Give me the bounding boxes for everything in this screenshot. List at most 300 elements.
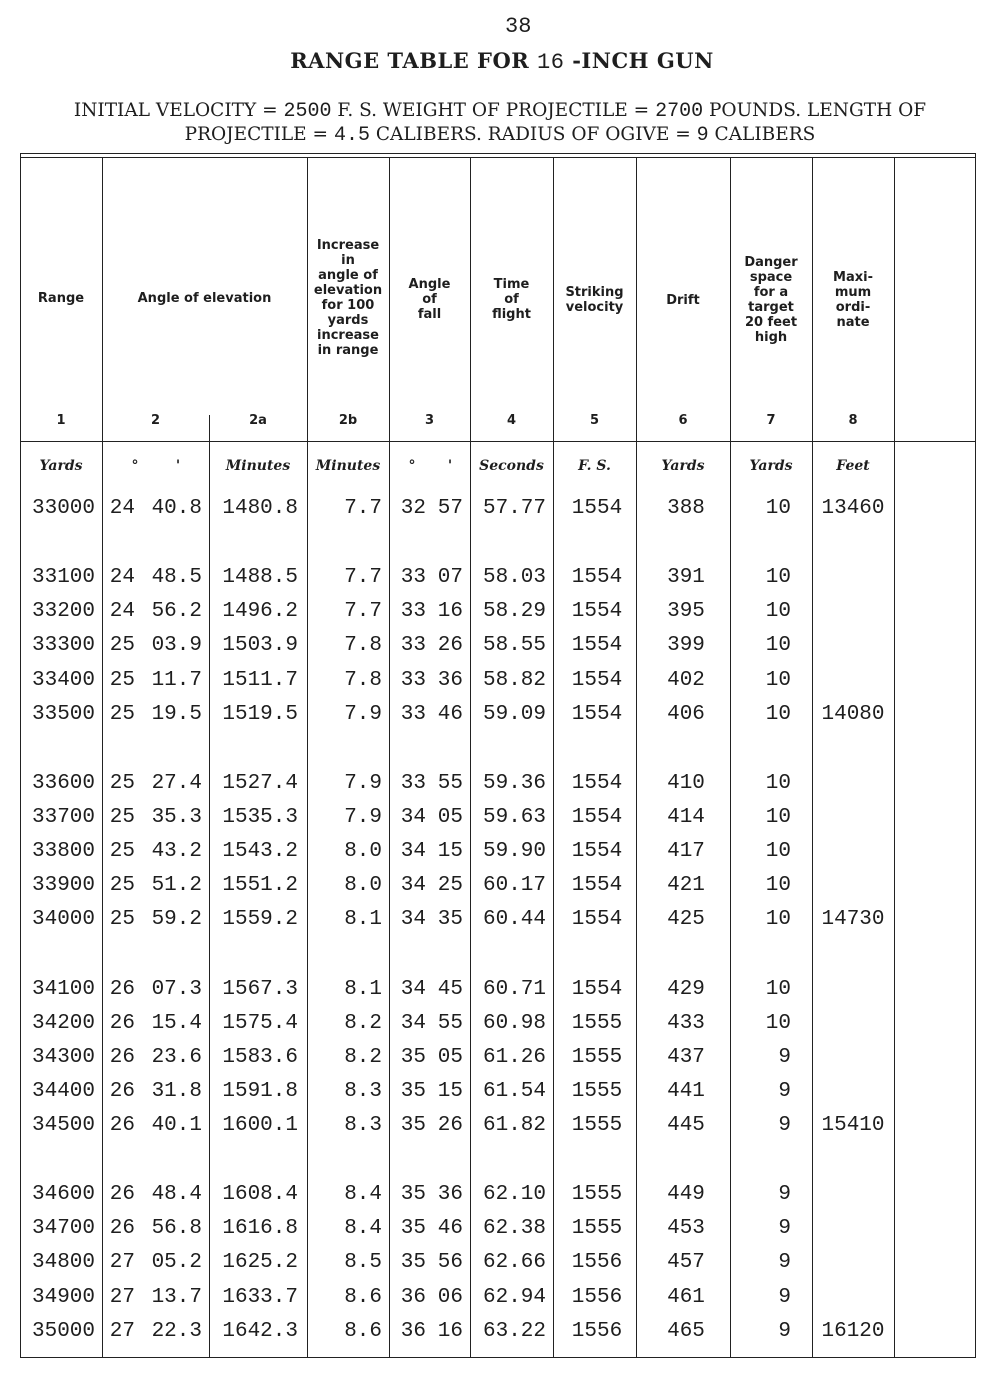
cell-range: 34100 (31, 978, 95, 1001)
column-number: 3 (424, 413, 435, 428)
cell-deg: 25 (109, 908, 135, 931)
cell-time: 61.26 (482, 1046, 546, 1069)
cell-fall-min: 46 (437, 1217, 463, 1240)
cell-drift: 402 (667, 669, 705, 692)
header-line: for 100 (321, 298, 375, 313)
table-row (20, 908, 976, 938)
page-title (0, 48, 1004, 75)
cell-fall-deg: 34 (400, 840, 426, 863)
cell-deg: 25 (109, 806, 135, 829)
cell-time: 62.10 (482, 1183, 546, 1206)
unit-fs: F. S. (578, 458, 611, 474)
cell-ord: 16120 (821, 1320, 885, 1343)
table-row (20, 566, 976, 596)
cell-fall-deg: 35 (400, 1114, 426, 1137)
cell-range: 33600 (31, 772, 95, 795)
cell-inc: 8.4 (344, 1183, 382, 1206)
unit-degree: ° (131, 458, 139, 474)
cell-deg: 25 (109, 703, 135, 726)
table-row (20, 1114, 976, 1144)
cell-danger: 9 (778, 1080, 791, 1103)
cell-minutes: 1511.7 (222, 669, 298, 692)
unit-drift: Yards (661, 458, 705, 474)
cell-drift: 388 (667, 497, 705, 520)
cell-inc: 8.3 (344, 1114, 382, 1137)
cell-time: 60.17 (482, 874, 546, 897)
header-line: yards (327, 313, 369, 328)
cell-fall-min: 46 (437, 703, 463, 726)
cell-time: 62.94 (482, 1286, 546, 1309)
cell-drift: 421 (667, 874, 705, 897)
cell-fall-deg: 35 (400, 1046, 426, 1069)
subtitle-text: F. S. WEIGHT OF PROJECTILE = (337, 100, 650, 121)
table-row (20, 1046, 976, 1076)
cell-vel: 1554 (571, 978, 623, 1001)
header-time (470, 277, 553, 322)
cell-minutes: 1535.3 (222, 806, 298, 829)
table-row (20, 497, 976, 527)
header-fall (389, 277, 470, 322)
cell-drift: 461 (667, 1286, 705, 1309)
cell-drift: 414 (667, 806, 705, 829)
cell-drift: 429 (667, 978, 705, 1001)
cell-range: 33800 (31, 840, 95, 863)
cell-drift: 437 (667, 1046, 705, 1069)
cell-vel: 1554 (571, 908, 623, 931)
initial-velocity: 2500 (283, 100, 332, 123)
cell-minutes: 1583.6 (222, 1046, 298, 1069)
page-number: 38 (505, 14, 532, 39)
cell-time: 63.22 (482, 1320, 546, 1343)
cell-fall-deg: 35 (400, 1080, 426, 1103)
cell-danger: 10 (765, 1012, 791, 1035)
cell-deg: 24 (109, 497, 135, 520)
header-line: Increase (316, 238, 380, 253)
cell-fall-min: 05 (437, 1046, 463, 1069)
cell-min: 40.8 (151, 497, 202, 520)
header-line: of (504, 292, 519, 307)
cell-drift: 457 (667, 1251, 705, 1274)
cell-danger: 10 (765, 497, 791, 520)
cell-danger: 10 (765, 978, 791, 1001)
header-line: angle of (318, 268, 378, 283)
cell-vel: 1554 (571, 566, 623, 589)
cell-fall-deg: 34 (400, 908, 426, 931)
cell-danger: 10 (765, 874, 791, 897)
column-divider (553, 157, 554, 1358)
cell-fall-deg: 33 (400, 772, 426, 795)
header-line: in (341, 253, 355, 268)
cell-fall-min: 55 (437, 772, 463, 795)
cell-time: 62.38 (482, 1217, 546, 1240)
header-line: target (748, 300, 794, 315)
cell-ord: 14080 (821, 703, 885, 726)
cell-min: 40.1 (151, 1114, 202, 1137)
cell-min: 43.2 (151, 840, 202, 863)
cell-vel: 1554 (571, 840, 623, 863)
header-increase (307, 238, 389, 358)
cell-time: 61.54 (482, 1080, 546, 1103)
header-line: mum (834, 285, 872, 300)
cell-deg: 26 (109, 1183, 135, 1206)
cell-fall-min: 55 (437, 1012, 463, 1035)
cell-time: 57.77 (482, 497, 546, 520)
column-divider (812, 157, 813, 1358)
cell-danger: 10 (765, 908, 791, 931)
cell-min: 51.2 (151, 874, 202, 897)
cell-fall-deg: 34 (400, 978, 426, 1001)
header-line: of (422, 292, 437, 307)
ogive-radius: 9 (696, 124, 709, 147)
cell-fall-deg: 34 (400, 806, 426, 829)
cell-range: 34600 (31, 1183, 95, 1206)
cell-vel: 1554 (571, 806, 623, 829)
column-number: 7 (766, 413, 776, 428)
table-row (20, 978, 976, 1008)
cell-inc: 7.8 (344, 669, 382, 692)
header-range: Range (37, 291, 85, 306)
cell-min: 22.3 (151, 1320, 202, 1343)
cell-drift: 425 (667, 908, 705, 931)
cell-time: 59.90 (482, 840, 546, 863)
subtitle-text: INITIAL VELOCITY = (73, 100, 278, 121)
cell-minutes: 1575.4 (222, 1012, 298, 1035)
cell-drift: 395 (667, 600, 705, 623)
cell-min: 11.7 (151, 669, 202, 692)
cell-fall-min: 06 (437, 1286, 463, 1309)
cell-fall-min: 07 (437, 566, 463, 589)
cell-range: 34800 (31, 1251, 95, 1274)
cell-fall-min: 25 (437, 874, 463, 897)
header-rule (20, 441, 976, 442)
cell-deg: 27 (109, 1251, 135, 1274)
cell-ord: 14730 (821, 908, 885, 931)
column-number: 6 (678, 413, 688, 428)
cell-danger: 10 (765, 669, 791, 692)
cell-danger: 10 (765, 634, 791, 657)
cell-time: 61.82 (482, 1114, 546, 1137)
cell-vel: 1554 (571, 634, 623, 657)
cell-fall-min: 16 (437, 1320, 463, 1343)
cell-fall-deg: 35 (400, 1183, 426, 1206)
cell-time: 59.36 (482, 772, 546, 795)
cell-fall-deg: 35 (400, 1217, 426, 1240)
table-row (20, 840, 976, 870)
table-top-rule (20, 157, 976, 158)
unit-minutes-2a: Minutes (225, 458, 291, 474)
cell-deg: 25 (109, 840, 135, 863)
unit-feet: Feet (836, 458, 870, 474)
cell-fall-min: 16 (437, 600, 463, 623)
header-line: fall (417, 307, 442, 322)
cell-inc: 7.9 (344, 772, 382, 795)
cell-deg: 26 (109, 1046, 135, 1069)
title-prefix: RANGE TABLE FOR (290, 48, 530, 73)
cell-deg: 24 (109, 566, 135, 589)
header-line: Maxi- (833, 270, 873, 285)
cell-vel: 1554 (571, 703, 623, 726)
cell-fall-deg: 33 (400, 600, 426, 623)
cell-minutes: 1600.1 (222, 1114, 298, 1137)
cell-minutes: 1488.5 (222, 566, 298, 589)
cell-minutes: 1633.7 (222, 1286, 298, 1309)
cell-min: 48.5 (151, 566, 202, 589)
cell-minutes: 1591.8 (222, 1080, 298, 1103)
cell-inc: 7.9 (344, 703, 382, 726)
cell-fall-min: 15 (437, 1080, 463, 1103)
cell-time: 60.44 (482, 908, 546, 931)
header-danger (730, 255, 812, 345)
column-divider (470, 157, 471, 1358)
cell-fall-deg: 33 (400, 634, 426, 657)
cell-time: 58.29 (482, 600, 546, 623)
cell-danger: 10 (765, 600, 791, 623)
header-line: high (754, 330, 788, 345)
subtitle-line-1 (20, 99, 980, 123)
cell-min: 56.2 (151, 600, 202, 623)
cell-vel: 1555 (571, 1080, 623, 1103)
cell-deg: 26 (109, 1080, 135, 1103)
cell-range: 34400 (31, 1080, 95, 1103)
cell-range: 33500 (31, 703, 95, 726)
cell-vel: 1555 (571, 1114, 623, 1137)
cell-fall-deg: 33 (400, 669, 426, 692)
cell-drift: 410 (667, 772, 705, 795)
header-line: Time (493, 277, 530, 292)
projectile-length: 4.5 (333, 124, 370, 147)
cell-range: 34700 (31, 1217, 95, 1240)
cell-inc: 7.7 (344, 497, 382, 520)
cell-inc: 8.4 (344, 1217, 382, 1240)
cell-deg: 27 (109, 1320, 135, 1343)
cell-deg: 25 (109, 634, 135, 657)
cell-minutes: 1559.2 (222, 908, 298, 931)
table-row (20, 806, 976, 836)
column-number: 2 (150, 413, 161, 428)
column-number: 2b (338, 413, 358, 428)
header-velocity (553, 285, 636, 315)
cell-min: 03.9 (151, 634, 202, 657)
cell-fall-deg: 33 (400, 703, 426, 726)
cell-time: 59.63 (482, 806, 546, 829)
cell-vel: 1555 (571, 1183, 623, 1206)
table-row (20, 874, 976, 904)
cell-fall-min: 05 (437, 806, 463, 829)
table-row (20, 703, 976, 733)
header-line: space (749, 270, 793, 285)
cell-deg: 25 (109, 772, 135, 795)
cell-range: 33300 (31, 634, 95, 657)
cell-min: 05.2 (151, 1251, 202, 1274)
table-border (20, 153, 976, 1358)
cell-fall-min: 36 (437, 669, 463, 692)
cell-inc: 8.1 (344, 978, 382, 1001)
cell-range: 34000 (31, 908, 95, 931)
cell-inc: 7.7 (344, 566, 382, 589)
subtitle-text: CALIBERS (714, 124, 816, 145)
table-row (20, 1012, 976, 1042)
header-line: flight (492, 307, 531, 322)
table-subtitle (20, 99, 980, 147)
cell-time: 60.98 (482, 1012, 546, 1035)
cell-minutes: 1480.8 (222, 497, 298, 520)
cell-drift: 465 (667, 1320, 705, 1343)
cell-deg: 26 (109, 1012, 135, 1035)
cell-min: 56.8 (151, 1217, 202, 1240)
cell-vel: 1555 (571, 1046, 623, 1069)
cell-fall-min: 45 (437, 978, 463, 1001)
cell-range: 33900 (31, 874, 95, 897)
table-row (20, 1286, 976, 1316)
cell-vel: 1554 (571, 874, 623, 897)
cell-ord: 13460 (821, 497, 885, 520)
unit-minutes-2b: Minutes (315, 458, 381, 474)
cell-danger: 10 (765, 806, 791, 829)
header-drift: Drift (666, 293, 700, 308)
cell-minutes: 1642.3 (222, 1320, 298, 1343)
cell-danger: 9 (778, 1217, 791, 1240)
subtitle-text: PROJECTILE = (184, 124, 329, 145)
cell-time: 62.66 (482, 1251, 546, 1274)
cell-inc: 8.6 (344, 1320, 382, 1343)
cell-danger: 9 (778, 1251, 791, 1274)
cell-min: 48.4 (151, 1183, 202, 1206)
cell-inc: 7.8 (344, 634, 382, 657)
subtitle-text: CALIBERS. RADIUS OF OGIVE = (375, 124, 691, 145)
cell-vel: 1556 (571, 1320, 623, 1343)
cell-vel: 1554 (571, 669, 623, 692)
cell-drift: 406 (667, 703, 705, 726)
table-row (20, 1320, 976, 1350)
cell-drift: 449 (667, 1183, 705, 1206)
cell-fall-min: 15 (437, 840, 463, 863)
cell-inc: 8.0 (344, 840, 382, 863)
cell-fall-min: 35 (437, 908, 463, 931)
cell-minutes: 1519.5 (222, 703, 298, 726)
cell-deg: 26 (109, 1114, 135, 1137)
cell-drift: 391 (667, 566, 705, 589)
cell-range: 33400 (31, 669, 95, 692)
cell-range: 33000 (31, 497, 95, 520)
cell-time: 58.55 (482, 634, 546, 657)
table-row (20, 772, 976, 802)
unit-minute: ' (175, 458, 181, 474)
header-line: Striking (565, 285, 624, 300)
header-line: Angle (408, 277, 451, 292)
title-suffix: -INCH GUN (572, 48, 714, 73)
cell-deg: 24 (109, 600, 135, 623)
header-line: for a (753, 285, 789, 300)
column-divider (389, 157, 390, 1358)
cell-min: 19.5 (151, 703, 202, 726)
cell-drift: 441 (667, 1080, 705, 1103)
title-caliber: 16 (537, 50, 565, 75)
cell-inc: 8.1 (344, 908, 382, 931)
cell-range: 33200 (31, 600, 95, 623)
header-line: velocity (565, 300, 624, 315)
cell-drift: 433 (667, 1012, 705, 1035)
column-divider (636, 157, 637, 1358)
table-row (20, 1251, 976, 1281)
header-line: in range (317, 343, 379, 358)
table-row (20, 634, 976, 664)
cell-minutes: 1625.2 (222, 1251, 298, 1274)
cell-range: 33100 (31, 566, 95, 589)
header-ordinate (812, 270, 894, 330)
header-line: increase (317, 328, 379, 343)
cell-vel: 1554 (571, 772, 623, 795)
cell-fall-deg: 33 (400, 566, 426, 589)
cell-danger: 9 (778, 1286, 791, 1309)
cell-vel: 1555 (571, 1217, 623, 1240)
cell-inc: 8.2 (344, 1046, 382, 1069)
unit-fall-minute: ' (447, 458, 453, 474)
cell-drift: 417 (667, 840, 705, 863)
column-number: 1 (56, 413, 66, 428)
cell-deg: 25 (109, 874, 135, 897)
cell-range: 34900 (31, 1286, 95, 1309)
cell-minutes: 1543.2 (222, 840, 298, 863)
cell-minutes: 1551.2 (222, 874, 298, 897)
cell-deg: 26 (109, 1217, 135, 1240)
unit-fall-degree: ° (408, 458, 416, 474)
cell-fall-deg: 34 (400, 874, 426, 897)
cell-min: 35.3 (151, 806, 202, 829)
cell-danger: 10 (765, 703, 791, 726)
cell-minutes: 1567.3 (222, 978, 298, 1001)
cell-fall-min: 57 (437, 497, 463, 520)
unit-danger: Yards (749, 458, 793, 474)
cell-vel: 1554 (571, 600, 623, 623)
cell-vel: 1556 (571, 1286, 623, 1309)
cell-danger: 10 (765, 840, 791, 863)
header-line: nate (836, 315, 870, 330)
cell-min: 31.8 (151, 1080, 202, 1103)
table-row (20, 1080, 976, 1110)
cell-range: 34300 (31, 1046, 95, 1069)
column-number: 4 (506, 413, 517, 428)
projectile-weight: 2700 (655, 100, 704, 123)
cell-ord: 15410 (821, 1114, 885, 1137)
cell-danger: 10 (765, 772, 791, 795)
cell-min: 15.4 (151, 1012, 202, 1035)
cell-inc: 8.6 (344, 1286, 382, 1309)
cell-fall-deg: 34 (400, 1012, 426, 1035)
cell-min: 59.2 (151, 908, 202, 931)
cell-vel: 1555 (571, 1012, 623, 1035)
cell-minutes: 1527.4 (222, 772, 298, 795)
unit-range: Yards (39, 458, 83, 474)
subtitle-line-2 (20, 123, 980, 147)
cell-fall-min: 56 (437, 1251, 463, 1274)
cell-time: 59.09 (482, 703, 546, 726)
cell-time: 60.71 (482, 978, 546, 1001)
column-number: 8 (848, 413, 858, 428)
cell-time: 58.03 (482, 566, 546, 589)
column-number: 5 (589, 413, 600, 428)
cell-danger: 9 (778, 1114, 791, 1137)
cell-min: 13.7 (151, 1286, 202, 1309)
cell-danger: 9 (778, 1183, 791, 1206)
cell-time: 58.82 (482, 669, 546, 692)
cell-min: 23.6 (151, 1046, 202, 1069)
header-line: Danger (744, 255, 798, 270)
cell-min: 27.4 (151, 772, 202, 795)
subtitle-text: POUNDS. LENGTH OF (708, 100, 927, 121)
cell-fall-min: 26 (437, 1114, 463, 1137)
cell-minutes: 1608.4 (222, 1183, 298, 1206)
cell-minutes: 1496.2 (222, 600, 298, 623)
